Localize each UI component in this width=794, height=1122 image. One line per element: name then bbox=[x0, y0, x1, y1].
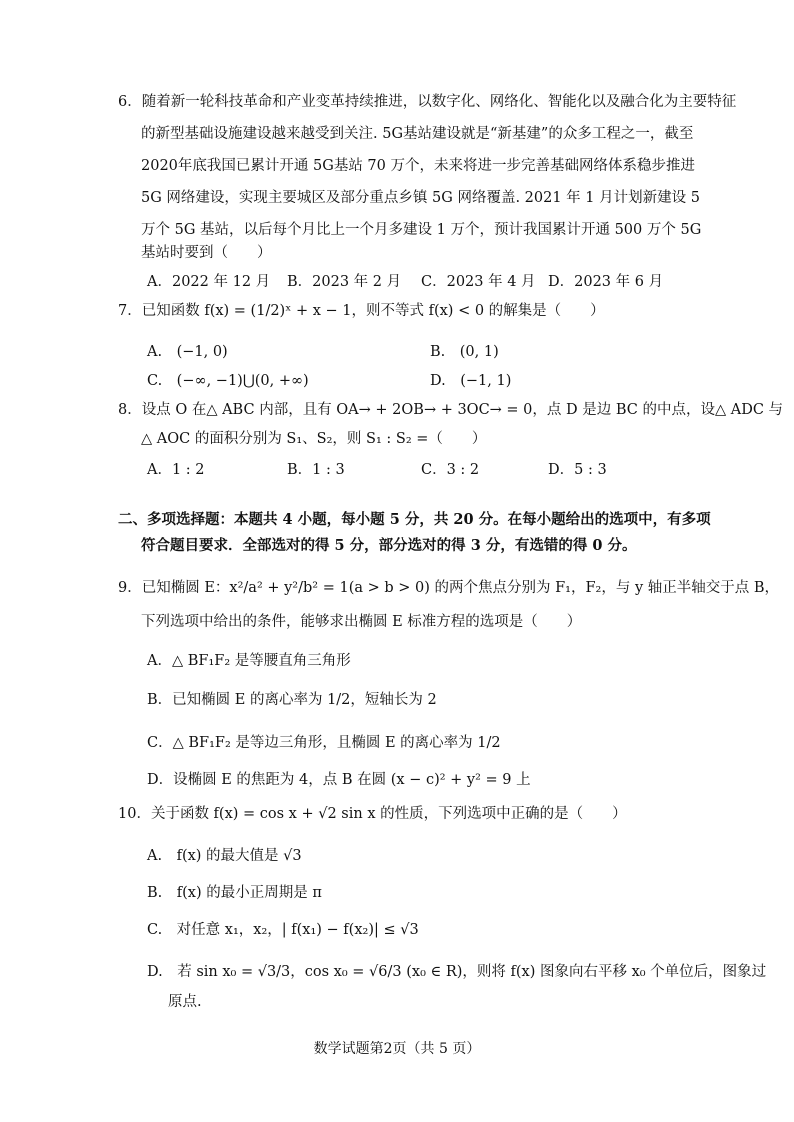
q7-option-a: A. (−1, 0) bbox=[147, 344, 228, 360]
q6-line-1: 6．随着新一轮科技革命和产业变革持续推进，以数字化、网络化、智能化以及融合化为主要特征 bbox=[118, 94, 737, 110]
page-footer: 数学试题第2页（共 5 页） bbox=[313, 1041, 481, 1057]
q7-option-c: C. (−∞, −1)⋃(0, +∞) bbox=[147, 373, 309, 389]
q6-line-2: 的新型基础设施建设越来越受到关注. 5G基站建设就是“新基建”的众多工程之一，截至 bbox=[141, 126, 694, 142]
q9-line-1: 9．已知椭圆 E：x²/a² + y²/b² = 1(a > b > 0) 的两个焦点分别为 F₁，F₂，与 y 轴正半轴交于点 B， bbox=[118, 580, 780, 596]
q8-option-d: D．5 : 3 bbox=[548, 462, 607, 478]
q9-option-b: B．已知椭圆 E 的离心率为 1/2，短轴长为 2 bbox=[147, 692, 437, 708]
q7-option-d: D. (−1, 1) bbox=[430, 373, 512, 389]
q6-option-b: B．2023 年 2 月 bbox=[287, 274, 402, 290]
q6-line-3: 2020年底我国已累计开通 5G基站 70 万个，未来将进一步完善基础网络体系稳步推进 bbox=[141, 158, 695, 174]
q10-option-b: B. f(x) 的最小正周期是 π bbox=[147, 885, 322, 901]
section2-heading-line-2: 符合题目要求．全部选对的得 5 分，部分选对的得 3 分，有选错的得 0 分。 bbox=[141, 537, 637, 554]
section2-heading-line-1: 二、多项选择题：本题共 4 小题，每小题 5 分，共 20 分。在每小题给出的选项中，有多项 bbox=[118, 511, 711, 528]
q7-option-b: B. (0, 1) bbox=[430, 344, 499, 360]
q8-option-a: A．1 : 2 bbox=[147, 462, 205, 478]
q6-option-c: C．2023 年 4 月 bbox=[421, 274, 536, 290]
q6-option-a: A．2022 年 12 月 bbox=[147, 274, 271, 290]
q6-option-d: D．2023 年 6 月 bbox=[548, 274, 664, 290]
q6-line-5: 万个 5G 基站，以后每个月比上一个月多建设 1 万个，预计我国累计开通 500 万个 5G bbox=[141, 222, 702, 238]
q10-stem: 10．关于函数 f(x) = cos x + √2 sin x 的性质，下列选项中正确的是（ ） bbox=[118, 806, 627, 822]
q8-option-c: C．3 : 2 bbox=[421, 462, 480, 478]
q10-option-d-line-1: D. 若 sin x₀ = √3/3，cos x₀ = √6/3 (x₀ ∈ R)，则将 f(x) 图象向右平移 x₀ 个单位后，图象过 bbox=[147, 964, 767, 980]
q9-option-c: C．△ BF₁F₂ 是等边三角形，且椭圆 E 的离心率为 1/2 bbox=[147, 735, 501, 751]
q10-option-a: A. f(x) 的最大值是 √3 bbox=[147, 848, 302, 864]
q10-option-d-line-2: 原点. bbox=[168, 994, 202, 1010]
q8-line-1: 8．设点 O 在△ ABC 内部，且有 OA→ + 2OB→ + 3OC→ = 0，点 D 是边 BC 的中点，设△ ADC 与 bbox=[118, 402, 784, 418]
q9-option-a: A．△ BF₁F₂ 是等腰直角三角形 bbox=[147, 653, 351, 669]
q10-option-c: C. 对任意 x₁，x₂，| f(x₁) − f(x₂)| ≤ √3 bbox=[147, 922, 419, 938]
q7-stem: 7．已知函数 f(x) = (1/2)ˣ + x − 1，则不等式 f(x) < 0 的解集是（ ） bbox=[118, 303, 605, 319]
q8-line-2: △ AOC 的面积分别为 S₁、S₂，则 S₁ : S₂ =（ ） bbox=[141, 431, 487, 447]
q9-option-d: D．设椭圆 E 的焦距为 4，点 B 在圆 (x − c)² + y² = 9 上 bbox=[147, 772, 531, 788]
q6-line-6: 基站时要到（ ） bbox=[141, 245, 272, 261]
q9-line-2: 下列选项中给出的条件，能够求出椭圆 E 标准方程的选项是（ ） bbox=[141, 614, 582, 630]
q8-option-b: B．1 : 3 bbox=[287, 462, 345, 478]
q6-line-4: 5G 网络建设，实现主要城区及部分重点乡镇 5G 网络覆盖. 2021 年 1 月计划新建设 5 bbox=[141, 190, 700, 206]
